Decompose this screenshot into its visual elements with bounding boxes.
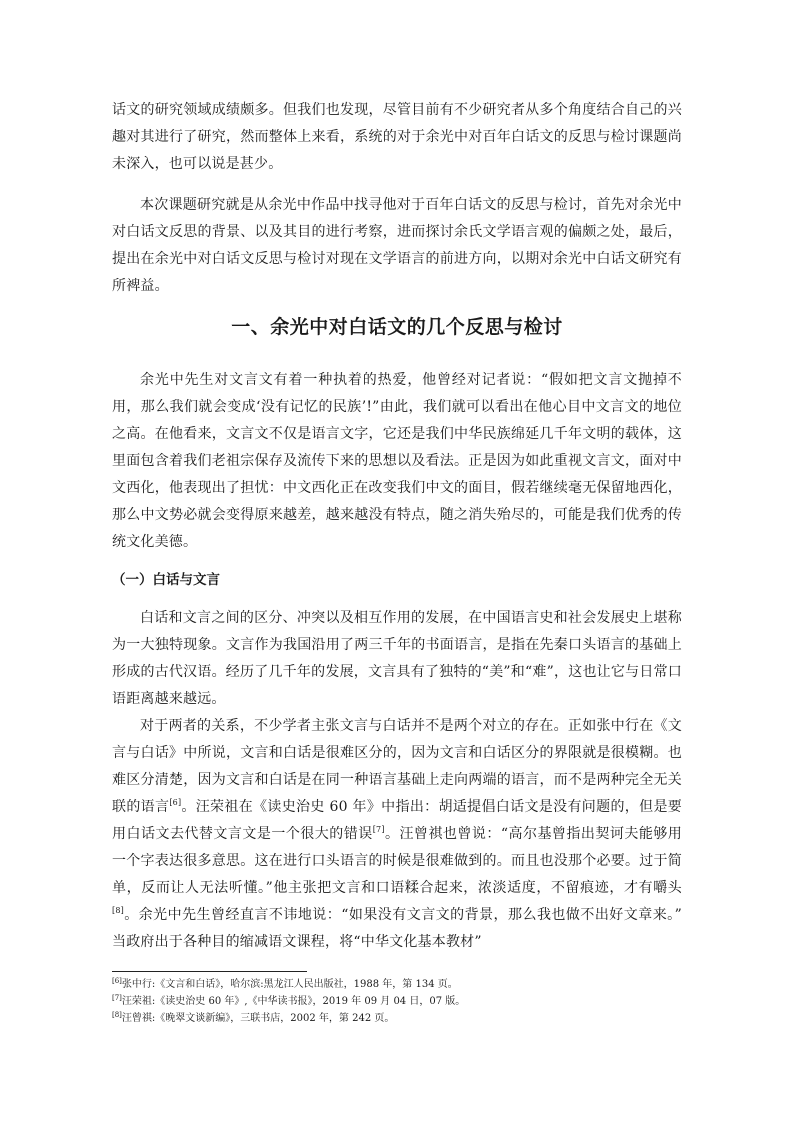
paragraph-5-text-1: 对于两者的关系，不少学者主张文言与白话并不是两个对立的存在。正如张中行在《文言与白话》中所说，文言和白话是很难区分的，因为文言和白话区分的界限就是很模糊。也难区分清楚，因为文言和白话是在同一种语言基础上走向两端的语言，而不是两种完全无关联的语言 (112, 718, 682, 815)
paragraph-3: 余光中先生对文言文有着一种执着的热爱，他曾经对记者说：“假如把文言文抛掉不用，那么我们就会变成‘没有记忆的民族’!”由此，我们就可以看出在他心目中文言文的地位之高。在他看来，文言文不仅是语言文字，它还是我们中华民族绵延几千年文明的载体，这里面包含着我们老祖宗保存及流传下来的思想以及看法。正是因为如此重视文言文，面对中文西化，他表现出了担忧：中文西化正在改变我们中文的面目，假若继续毫无保留地西化，那么中文势必就会变得原来越差，越来越没有特点，随之消失殆尽的，可能是我们优秀的传统文化美德。 (112, 372, 682, 550)
footnote-7 (112, 993, 682, 1010)
paragraph-2: 本次课题研究就是从余光中作品中找寻他对于百年白话文的反思与检讨，首先对余光中对白话文反思的背景、以及其目的进行考察，进而探讨余氏文学语言观的偏颇之处，最后，提出在余光中对白话文反思与检讨对现在文学语言的前进方向，以期对余光中白话文研究有所裨益。 (112, 197, 682, 294)
paragraph-4: 白话和文言之间的区分、冲突以及相互作用的发展，在中国语言史和社会发展史上堪称为一大独特现象。文言作为我国沿用了两三千年的书面语言，是指在先秦口头语言的基础上形成的古代汉语。经历了几千年的发展，文言具有了独特的“美”和“难”，这也让它与日常口语距离越来越远。 (112, 610, 682, 707)
footnote-divider (112, 971, 307, 972)
citation-ref-8[interactable]: [8] (112, 906, 124, 915)
paragraph-1: 话文的研究领域成绩颇多。但我们也发现，尽管目前有不少研究者从多个角度结合自己的兴趣对其进行了研究，然而整体上来看，系统的对于余光中对百年白话文的反思与检讨课题尚未深入，也可以说是甚少。 (112, 102, 682, 172)
subsection-heading: （一）白话与文言 (112, 572, 220, 588)
footnote-text: 张中行:《文言和白话》，哈尔滨:黑龙江人民出版社，1988 年，第 134 页。 (121, 979, 458, 990)
footnote-mark: [8] (112, 1011, 122, 1019)
paragraph-5 (112, 713, 682, 956)
footnote-6 (112, 976, 682, 993)
footnote-text: 汪曾祺:《晚翠文谈新编》，三联书店，2002 年，第 242 页。 (121, 1013, 395, 1024)
footnote-text: 汪荣祖:《读史治史 60 年》,《中华读书报》，2019 年 09 月 04 日，07 版。 (121, 996, 466, 1007)
footnote-8 (112, 1010, 682, 1027)
paragraph-5-text-3: 。汪曾祺也曾说：“高尔基曾指出契诃夫能够用一个字表达很多意思。这在进行口头语言的时候是很难做到的。而且也没那个必要。过于简单，反而让人无法听懂。”他主张把文言和口语糅合起来，浓淡适度，不留痕迹，才有嚼头 (112, 826, 683, 896)
section-heading: 一、余光中对白话文的几个反思与检讨 (231, 316, 563, 338)
footnote-mark: [7] (112, 994, 122, 1002)
paragraph-5-text-4: 。余光中先生曾经直言不讳地说：“如果没有文言文的背景，那么我也做不出好文章来。” 当政府出于各种目的缩减语文课程，将“中华文化基本教材” (112, 907, 682, 950)
footnotes (112, 976, 682, 1027)
paragraph-5-text-2: 。汪荣祖在《读史治史 60 年》中指出：胡适提倡白话文是没有问题的，但是要用白话文去代替文言文是一个很大的错误 (112, 799, 682, 842)
citation-ref-6[interactable]: [6] (169, 798, 182, 807)
footnote-mark: [6] (112, 977, 122, 985)
citation-ref-7[interactable]: [7] (372, 825, 385, 834)
